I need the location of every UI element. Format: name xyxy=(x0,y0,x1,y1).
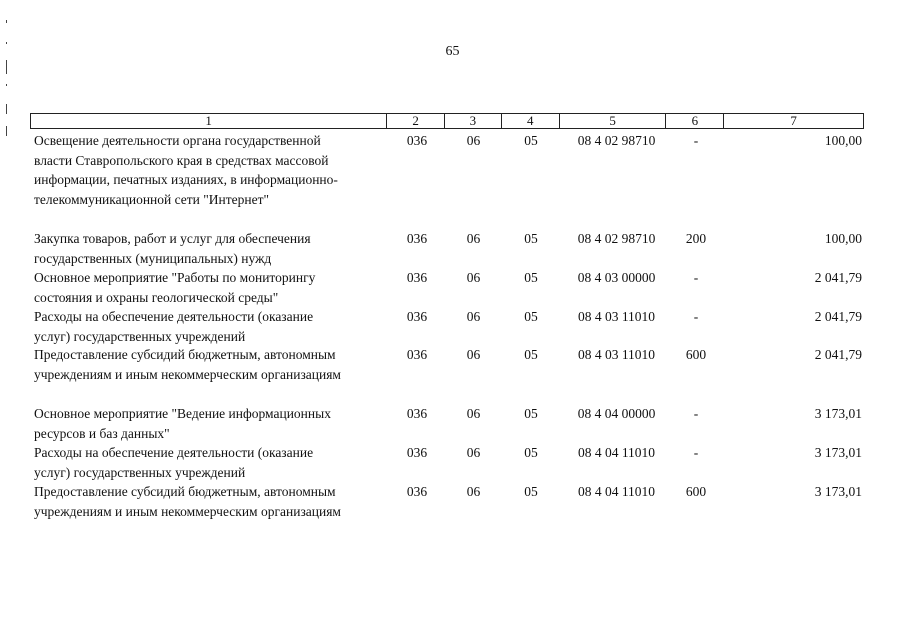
table-row xyxy=(30,345,864,384)
table-row xyxy=(30,443,864,482)
scan-mark xyxy=(6,60,7,74)
section-code: 06 xyxy=(466,347,481,362)
expense-type-code: - xyxy=(693,406,699,421)
expense-type-code: - xyxy=(693,445,699,460)
item-name: Предоставление субсидий бюджетным, автономным учреждениям и иным некоммерческим организациям xyxy=(34,484,341,519)
item-name: Основное мероприятие "Ведение информационных ресурсов и баз данных" xyxy=(34,406,331,441)
department-code: 036 xyxy=(406,270,428,285)
subsection-code: 05 xyxy=(524,406,538,421)
target-article-code: 08 4 04 11010 xyxy=(577,445,656,460)
amount: 2 041,79 xyxy=(814,270,862,285)
expense-type-code: - xyxy=(693,133,699,148)
column-header: 6 xyxy=(666,114,724,128)
page-number: 65 xyxy=(445,44,460,59)
section-code: 06 xyxy=(466,406,481,421)
subsection-code: 05 xyxy=(524,484,538,499)
amount: 100,00 xyxy=(824,231,862,246)
department-code: 036 xyxy=(406,445,428,460)
department-code: 036 xyxy=(406,133,428,148)
item-name: Основное мероприятие "Работы по мониторингу состояния и охраны геологической среды" xyxy=(34,270,316,305)
amount: 100,00 xyxy=(824,133,862,148)
department-code: 036 xyxy=(406,231,428,246)
scan-mark xyxy=(6,126,7,136)
section-code: 06 xyxy=(466,484,481,499)
subsection-code: 05 xyxy=(524,231,538,246)
subsection-code: 05 xyxy=(524,309,538,324)
item-name: Предоставление субсидий бюджетным, автономным учреждениям и иным некоммерческим организациям xyxy=(34,347,341,382)
table-row xyxy=(30,131,864,209)
subsection-code: 05 xyxy=(524,270,538,285)
amount: 2 041,79 xyxy=(814,309,862,324)
table-row xyxy=(30,268,864,307)
expense-type-code: 200 xyxy=(685,231,707,246)
expense-type-code: - xyxy=(693,309,699,324)
table-row xyxy=(30,229,864,268)
amount: 3 173,01 xyxy=(814,484,862,499)
section-code: 06 xyxy=(466,309,481,324)
scan-mark xyxy=(6,20,7,23)
table-header-row xyxy=(30,113,864,129)
expense-type-code: - xyxy=(693,270,699,285)
department-code: 036 xyxy=(406,484,428,499)
column-header: 4 xyxy=(502,114,560,128)
section-code: 06 xyxy=(466,270,481,285)
scan-mark xyxy=(6,84,7,86)
department-code: 036 xyxy=(406,347,428,362)
expense-type-code: 600 xyxy=(685,347,707,362)
table-row xyxy=(30,482,864,521)
column-header: 3 xyxy=(445,114,502,128)
subsection-code: 05 xyxy=(524,133,538,148)
item-name: Расходы на обеспечение деятельности (оказание услуг) государственных учреждений xyxy=(34,445,314,480)
column-header: 2 xyxy=(387,114,445,128)
section-code: 06 xyxy=(466,231,481,246)
item-name: Освещение деятельности органа государственной власти Ставропольского края в средствах массовой информации, печатных изданиях, в информационно- телекоммуникационной сети "Интернет" xyxy=(34,133,338,207)
subsection-code: 05 xyxy=(524,445,538,460)
column-header: 1 xyxy=(31,114,387,128)
target-article-code: 08 4 04 00000 xyxy=(577,406,656,421)
table-row xyxy=(30,307,864,346)
department-code: 036 xyxy=(406,406,428,421)
target-article-code: 08 4 03 11010 xyxy=(577,309,656,324)
target-article-code: 08 4 03 00000 xyxy=(577,270,656,285)
target-article-code: 08 4 02 98710 xyxy=(577,231,656,246)
department-code: 036 xyxy=(406,309,428,324)
amount: 2 041,79 xyxy=(814,347,862,362)
table-row xyxy=(30,404,864,443)
subsection-code: 05 xyxy=(524,347,538,362)
target-article-code: 08 4 04 11010 xyxy=(577,484,656,499)
section-code: 06 xyxy=(466,445,481,460)
section-code: 06 xyxy=(466,133,481,148)
amount: 3 173,01 xyxy=(814,445,862,460)
column-header: 7 xyxy=(790,113,797,128)
target-article-code: 08 4 03 11010 xyxy=(577,347,656,362)
expense-type-code: 600 xyxy=(685,484,707,499)
column-header: 5 xyxy=(560,114,667,128)
scan-mark xyxy=(6,104,7,114)
amount: 3 173,01 xyxy=(814,406,862,421)
item-name: Расходы на обеспечение деятельности (оказание услуг) государственных учреждений xyxy=(34,309,314,344)
item-name: Закупка товаров, работ и услуг для обеспечения государственных (муниципальных) нужд xyxy=(34,231,311,266)
target-article-code: 08 4 02 98710 xyxy=(577,133,656,148)
